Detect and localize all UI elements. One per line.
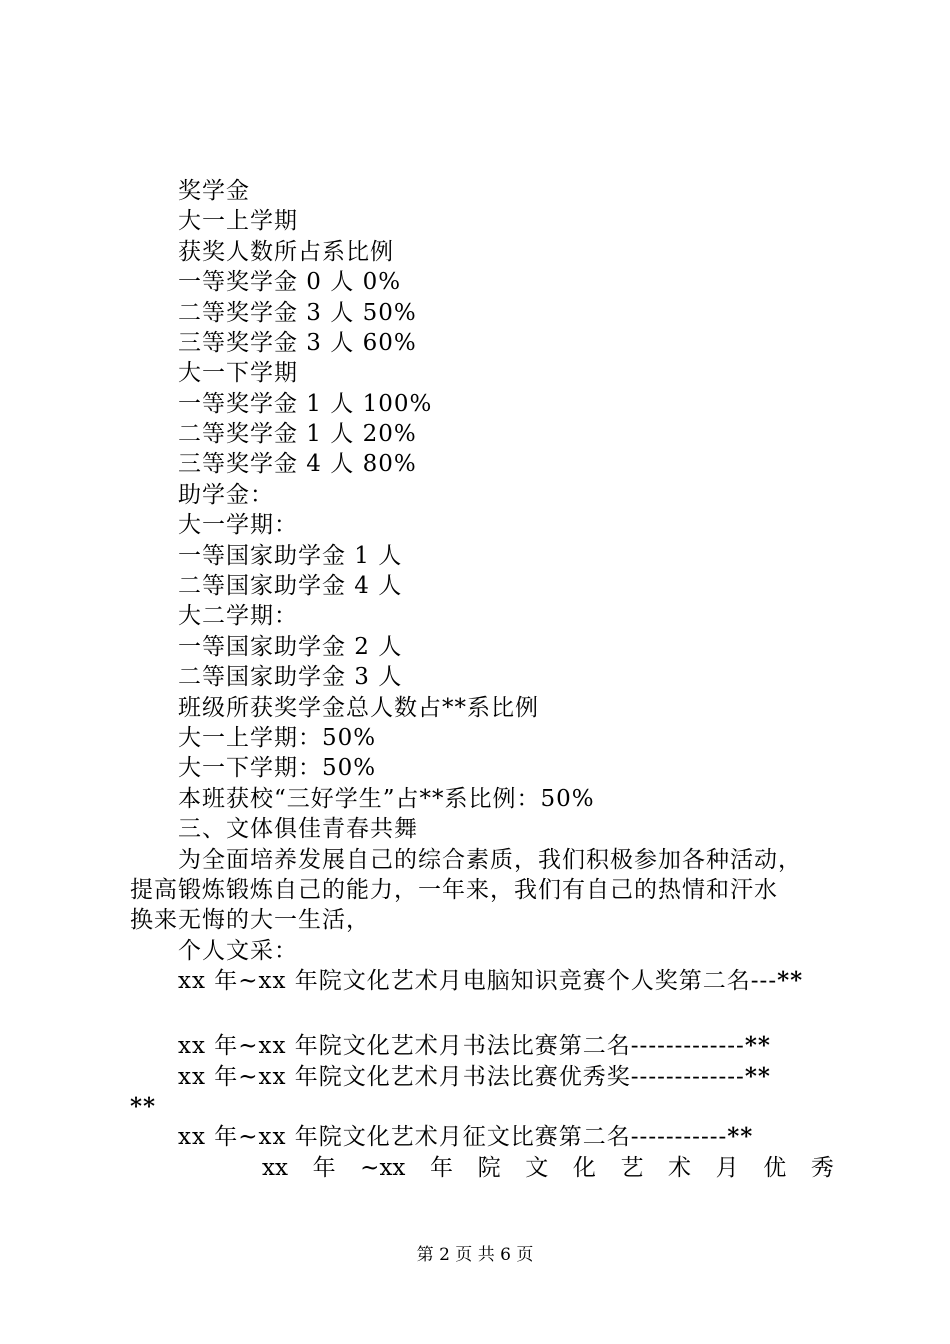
text-line: 大一下学期：50% [178,755,377,781]
spread-token: 年 [430,1155,453,1181]
award-stars: ** [777,967,804,994]
paragraph-line: 为全面培养发展自己的综合素质，我们积极参加各种活动， [178,847,802,873]
text-line: 本班获校“三好学生”占**系比例：50% [178,786,595,812]
text-line: 二等奖学金 3 人 50% [178,300,417,326]
spread-token: xx [262,1155,288,1181]
award-text: xx 年~xx 年院文化艺术月书法比赛第二名------------- [178,1033,745,1059]
text-line: 大一下学期 [178,360,298,386]
text-line: 大一上学期：50% [178,725,377,751]
text-line: 三等奖学金 4 人 80% [178,451,417,477]
subsection-title: 个人文采： [178,938,298,964]
award-stars: ** [744,1032,771,1059]
text-line: 助学金： [178,482,274,508]
text-line: 二等奖学金 1 人 20% [178,421,417,447]
award-stars: ** [744,1063,771,1090]
text-line: 大一上学期 [178,208,298,234]
text-line: 大二学期： [178,603,298,629]
section-heading: 三、文体俱佳青春共舞 [178,816,418,842]
paragraph-line: 提高锻炼锻炼自己的能力，一年来，我们有自己的热情和汗水 [130,877,778,903]
text-line: 三等奖学金 3 人 60% [178,330,417,356]
award-line [178,1062,771,1092]
award-line [178,966,803,996]
text-line: 一等奖学金 0 人 0% [178,269,402,295]
spread-token: 术 [668,1155,692,1181]
award-line [178,1031,771,1061]
text-line: 一等国家助学金 2 人 [178,634,403,660]
text-line: 大一学期： [178,512,298,538]
spread-token: 优 [763,1155,787,1181]
award-wrap: ** [130,1093,157,1120]
text-line: 二等国家助学金 4 人 [178,573,403,599]
text-line: 获奖人数所占系比例 [178,239,394,265]
text-line: 一等国家助学金 1 人 [178,543,403,569]
justified-line [262,1153,834,1183]
spread-token: 年 [312,1155,336,1181]
paragraph-line: 换来无悔的大一生活， [130,907,370,933]
spread-token: 文 [525,1155,549,1181]
spread-token: 月 [715,1155,739,1181]
spread-token: 化 [572,1155,596,1181]
page-footer: 第 2 页 共 6 页 [416,1245,534,1265]
text-line: 一等奖学金 1 人 100% [178,391,433,417]
award-text: xx 年~xx 年院文化艺术月书法比赛优秀奖------------- [178,1064,745,1090]
award-line [178,1122,753,1152]
award-text: xx 年~xx 年院文化艺术月征文比赛第二名----------- [178,1124,728,1150]
spread-token: ~xx [360,1155,406,1181]
spread-token: 院 [477,1155,501,1181]
spread-token: 艺 [620,1155,644,1181]
spread-token: 秀 [810,1155,834,1181]
text-line: 班级所获奖学金总人数占**系比例 [178,695,539,721]
text-line: 二等国家助学金 3 人 [178,664,403,690]
text-line: 奖学金 [178,178,250,204]
award-text: xx 年~xx 年院文化艺术月电脑知识竞赛个人奖第二名--- [178,968,778,994]
award-stars: ** [727,1123,754,1150]
